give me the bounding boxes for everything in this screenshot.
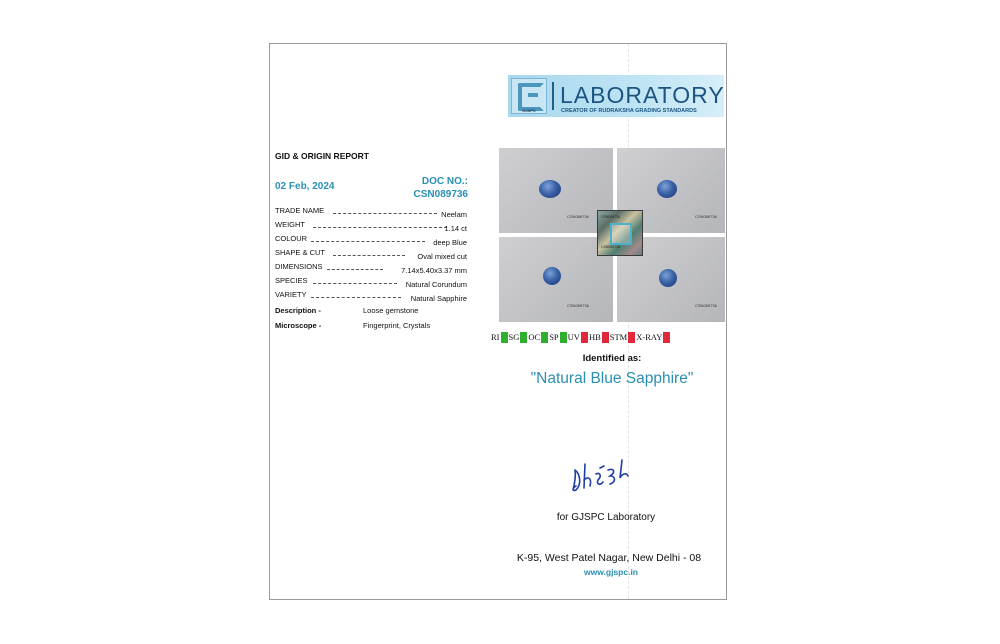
spec-row-weight bbox=[275, 220, 467, 232]
spec-key: SPECIES bbox=[275, 276, 308, 285]
description-value: Loose gemstone bbox=[363, 306, 419, 315]
fail-indicator-icon bbox=[628, 332, 635, 343]
gjspc-badge-icon bbox=[511, 78, 547, 114]
spec-key: COLOUR bbox=[275, 234, 308, 243]
photo-caption: CSN089736 bbox=[695, 303, 717, 308]
spec-row-trade-name bbox=[275, 206, 467, 218]
spec-key: TRADE NAME bbox=[275, 206, 325, 215]
fail-indicator-icon bbox=[602, 332, 609, 343]
pass-indicator-icon bbox=[560, 332, 567, 343]
report-card bbox=[269, 43, 727, 600]
test-oc: OC bbox=[528, 331, 549, 343]
spec-key: WEIGHT bbox=[275, 220, 305, 229]
signature-caption: for GJSPC Laboratory bbox=[556, 512, 656, 523]
gem-photo bbox=[499, 237, 613, 322]
microscope-key: Microscope - bbox=[275, 321, 322, 330]
spec-row-species bbox=[275, 276, 467, 288]
spec-value: Natural Corundum bbox=[405, 280, 467, 289]
sapphire-stone bbox=[543, 267, 561, 285]
report-date: 02 Feb, 2024 bbox=[275, 181, 335, 192]
doc-number: CSN089736 bbox=[413, 189, 468, 200]
pass-indicator-icon bbox=[520, 332, 527, 343]
photo-caption: CSN089736 bbox=[567, 303, 589, 308]
test-uv: UV bbox=[568, 331, 589, 343]
test-sg: SG bbox=[509, 331, 529, 343]
spec-key: SHAPE & CUT bbox=[275, 248, 326, 257]
spec-row-dimensions bbox=[275, 262, 467, 274]
spec-key: DIMENSIONS bbox=[275, 262, 323, 271]
logo-title: LABORATORY bbox=[560, 82, 725, 108]
logo-subtitle: CREATOR OF RUDRAKSHA GRADING STANDARDS bbox=[561, 108, 697, 114]
spec-key: VARIETY bbox=[275, 290, 307, 299]
photo-caption: CSN089736 bbox=[695, 214, 717, 219]
photo-caption: CSN089736 bbox=[567, 214, 589, 219]
sapphire-stone bbox=[659, 269, 677, 287]
gemstone-photo-grid bbox=[499, 148, 725, 322]
test-ri: RI bbox=[491, 331, 509, 343]
badge-text: GJSPC bbox=[522, 108, 536, 113]
lab-address: K-95, West Patel Nagar, New Delhi - 08 bbox=[516, 552, 702, 564]
test-stm: STM bbox=[610, 331, 636, 343]
identified-value: "Natural Blue Sapphire" bbox=[530, 370, 694, 387]
microscope-value: Fingerprint, Crystals bbox=[363, 321, 431, 330]
lab-logo bbox=[508, 75, 724, 117]
spec-value: 1.14 ct bbox=[444, 224, 467, 233]
description-key: Description - bbox=[275, 306, 321, 315]
spec-value: Natural Sapphire bbox=[410, 294, 467, 303]
signature-icon bbox=[570, 454, 640, 496]
spec-value: Neelam bbox=[441, 210, 467, 219]
spec-value: 7.14x5.40x3.37 mm bbox=[401, 266, 467, 275]
spec-value: deep Blue bbox=[433, 238, 467, 247]
gem-photo bbox=[499, 148, 613, 233]
lab-website-link[interactable]: www.gjspc.in bbox=[584, 567, 638, 577]
doc-number-label: DOC NO.: bbox=[421, 176, 468, 187]
hologram-text: CSN089736 bbox=[601, 245, 621, 249]
identified-label: Identified as: bbox=[582, 353, 642, 364]
spec-value: Oval mixed cut bbox=[417, 252, 467, 261]
test-xray: X-RAY bbox=[636, 331, 671, 343]
spec-row-variety bbox=[275, 290, 467, 302]
test-sp: SP bbox=[549, 331, 567, 343]
test-hb: HB bbox=[589, 331, 610, 343]
pass-indicator-icon bbox=[541, 332, 548, 343]
fail-indicator-icon bbox=[581, 332, 588, 343]
report-title: GID & ORIGIN REPORT bbox=[275, 151, 369, 161]
spec-row-colour bbox=[275, 234, 467, 246]
hologram-text: CSN089736 bbox=[601, 215, 621, 219]
pass-indicator-icon bbox=[501, 332, 508, 343]
spec-row-shape-cut bbox=[275, 248, 467, 260]
hologram-seal-icon bbox=[597, 210, 643, 256]
sapphire-stone bbox=[539, 180, 561, 198]
fail-indicator-icon bbox=[663, 332, 670, 343]
test-indicators bbox=[491, 331, 671, 345]
sapphire-stone bbox=[657, 180, 677, 198]
logo-divider bbox=[552, 82, 554, 110]
